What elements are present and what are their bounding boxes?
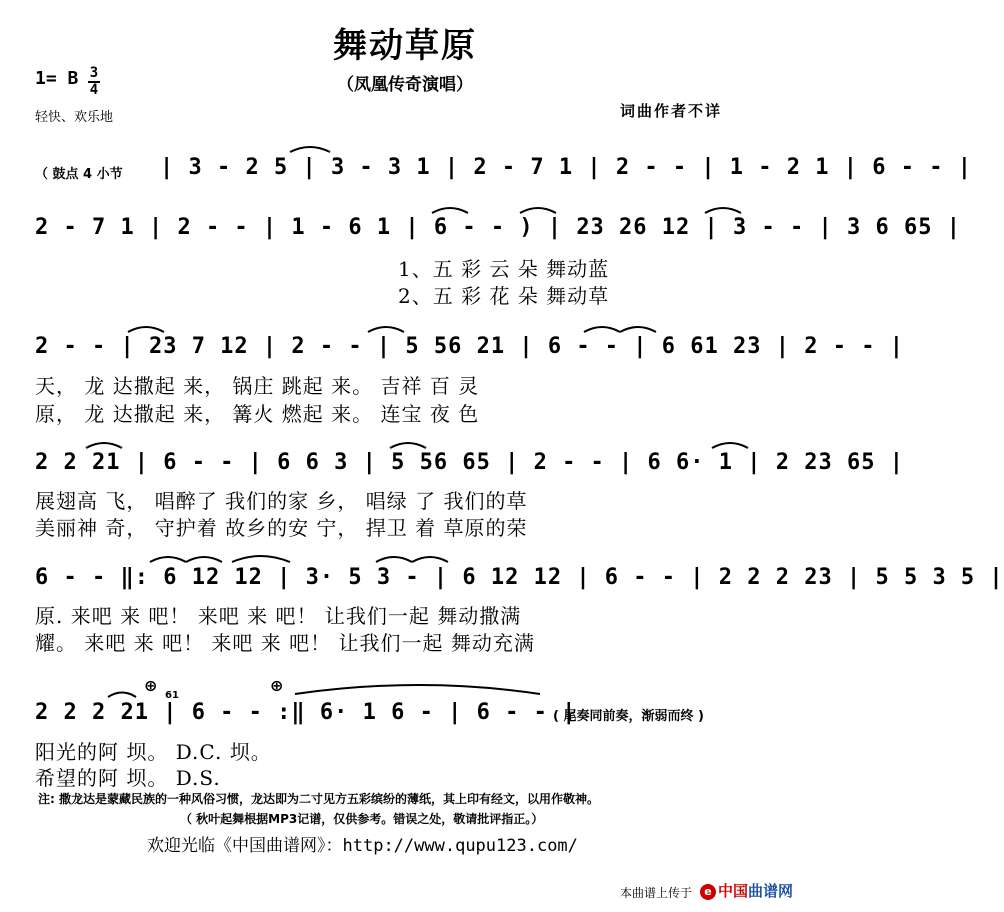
slur-mark xyxy=(86,443,122,448)
logo-name: 曲谱网 xyxy=(748,882,794,900)
slur-mark xyxy=(290,147,330,152)
lyric-row-3-verse-2: 原， 龙 达撒起 来， 篝火 燃起 来。 连宝 夜 色 xyxy=(35,402,480,426)
notation-row-5: 6 - - ‖: 6 12 12 | 3· 5 3 - | 6 12 12 | 6 - - | 2 2 2 23 | 5 5 3 5 | xyxy=(35,565,1004,590)
upload-label: 本曲谱上传于 xyxy=(620,886,693,900)
lyric-row-4-verse-1: 展翅高 飞， 唱醉了 我们的家 乡， 唱绿 了 我们的草 xyxy=(35,489,528,513)
notation-row-1: | 3 - 2 5 | 3 - 3 1 | 2 - 7 1 | 2 - - | 1 - 2 1 | 6 - - | xyxy=(160,155,972,180)
notation-row-6: 2 2 2 21 | 6 - - :‖ 6· 1 6 - | 6 - - | xyxy=(35,700,577,725)
slur-mark xyxy=(128,327,164,332)
time-signature xyxy=(88,66,100,98)
lyric-row-5-verse-2: 耀。 来吧 来 吧！ 来吧 来 吧！ 让我们一起 舞动充满 xyxy=(35,631,535,655)
slur-mark xyxy=(620,327,656,332)
slur-mark xyxy=(712,443,748,448)
slur-mark xyxy=(108,693,136,698)
slur-mark xyxy=(150,557,186,562)
grace-note: 61 xyxy=(165,690,179,701)
lyric-row-2-verse-1: 1、五 彩 云 朵 舞动蓝 xyxy=(398,257,610,281)
slur-mark xyxy=(584,327,620,332)
logo-brand: 中国 xyxy=(718,882,749,900)
page-subtitle: （凤凰传奇演唱） xyxy=(337,75,473,95)
composer-credit: 词曲作者不详 xyxy=(620,102,723,120)
slur-mark xyxy=(432,208,468,213)
disclaimer: （ 秋叶起舞根据MP3记谱，仅供参考。错误之处，敬请批评指正。） xyxy=(180,812,544,826)
meter-bottom: 4 xyxy=(89,82,99,98)
slur-mark xyxy=(186,557,222,562)
coda-tail-note: ( 尾奏同前奏，渐弱而终 ) xyxy=(553,709,704,724)
key-signature: 1= B xyxy=(35,68,79,89)
footnote: 注: 撒龙达是蒙藏民族的一种风俗习惯，龙达即为二寸见方五彩缤纷的薄纸，其上印有经文，以用作敬神。 xyxy=(38,792,599,806)
tempo-marking: 轻快、欢乐地 xyxy=(35,110,114,125)
slur-mark xyxy=(368,327,404,332)
lyric-row-4-verse-2: 美丽神 奇， 守护着 故乡的安 宁， 捍卫 着 草原的荣 xyxy=(35,516,528,540)
coda-sign-2: ⊕ xyxy=(270,676,284,695)
slur-mark xyxy=(295,685,540,694)
lyric-row-3-verse-1: 天， 龙 达撒起 来， 锅庄 跳起 来。 吉祥 百 灵 xyxy=(35,374,480,398)
lyric-row-6-verse-2: 希望的阿 坝。 D.S. xyxy=(35,766,221,790)
slur-mark xyxy=(376,557,412,562)
notation-row-3: 2 - - | 23 7 12 | 2 - - | 5 56 21 | 6 - - | 6 61 23 | 2 - - | xyxy=(35,334,904,359)
intro-label: （ 鼓点 4 小节 xyxy=(35,167,123,182)
slur-mark xyxy=(705,208,741,213)
meter-top: 3 xyxy=(89,65,99,81)
coda-sign-1: ⊕ xyxy=(144,676,158,695)
lyric-row-2-verse-2: 2、五 彩 花 朵 舞动草 xyxy=(398,284,610,308)
logo-icon: e xyxy=(700,884,716,900)
page-title: 舞动草原 xyxy=(333,26,477,66)
slur-mark xyxy=(232,556,290,562)
welcome-link[interactable]: 欢迎光临《中国曲谱网》：http://www.qupu123.com/ xyxy=(147,836,578,856)
notation-row-2: 2 - 7 1 | 2 - - | 1 - 6 1 | 6 - - ) | 23 26 12 | 3 - - | 3 6 65 | xyxy=(35,215,961,240)
lyric-row-5-verse-1: 原. 来吧 来 吧！ 来吧 来 吧！ 让我们一起 舞动撒满 xyxy=(35,604,522,628)
slur-mark xyxy=(390,443,426,448)
lyric-row-6-verse-1: 阳光的阿 坝。 D.C. 坝。 xyxy=(35,740,272,764)
slur-mark xyxy=(412,557,448,562)
slur-mark xyxy=(520,208,556,213)
notation-row-4: 2 2 21 | 6 - - | 6 6 3 | 5 56 65 | 2 - - | 6 6· 1 | 2 23 65 | xyxy=(35,450,904,475)
site-logo[interactable] xyxy=(700,880,793,901)
